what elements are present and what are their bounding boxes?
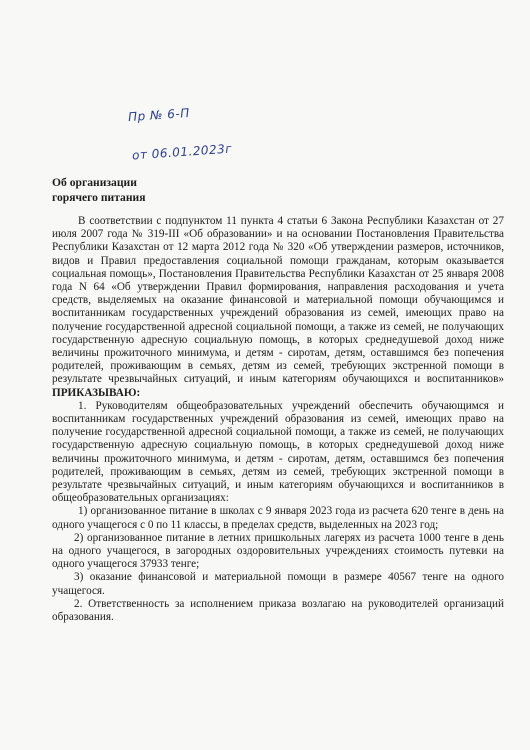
item-1-paragraph: 1. Руководителям общеобразовательных учреждений обеспечить обучающимся и воспитанникам государственных учреждений образования из семей, имеющих право на получение государственной адресной социальной помощи, а также из семей, не получающих государственную адресную социальную помощь, в которых среднедушевой доход ниже величины прожиточного минимума, и детям - сиротам, детям, оставшимся без попечения родителей, проживающим в семьях, детям из семей, требующих экстренной помощи в результате чрезвычайных ситуаций, и иным категориям обучающихся и воспитанников в общеобразовательных организациях: — [52, 399, 504, 505]
document-body — [52, 215, 504, 624]
document-heading — [52, 175, 145, 205]
preamble-paragraph — [52, 215, 504, 400]
order-word: ПРИКАЗЫВАЮ: — [52, 386, 141, 399]
heading-line-1: Об организации — [52, 176, 137, 189]
subitem-2-paragraph: 2) организованное питание в летних пришкольных лагерях из расчета 1000 тенге в день на одного учащегося, в загородных оздоровительных учреждениях стоимость путевки на одного учащегося 37933 тенге; — [52, 531, 504, 571]
subitem-3-paragraph: 3) оказание финансовой и материальной помощи в размере 40567 тенге на одного учащегося. — [52, 571, 504, 597]
subitem-1-paragraph: 1) организованное питание в школах с 9 января 2023 года из расчета 620 тенге в день на одного учащегося с 0 по 11 классы, в пределах средств, выделенных на 2023 год; — [52, 505, 504, 531]
item-2-paragraph: 2. Ответственность за исполнением приказа возлагаю на руководителей организаций образования. — [52, 597, 504, 624]
preamble-text: В соответствии с подпунктом 11 пункта 4 статьи 6 Закона Республики Казахстан от 27 июля 2007 года № 319-III «Об образовании» и на основании Постановления Правительства Республики Казахстан от 12 марта 2012 года № 320 «Об утверждении размеров, источников, видов и Правил предоставления социальной помощи гражданам, которым оказывается социальная помощь», Постановления Правительства Республики Казахстан от 25 января 2008 года N 64 «Об утверждении Правил формирования, направления расходования и учета средств, выделяемых на оказание финансовой и материальной помощи обучающимся и воспитанникам государственных учреждений образования из семей, имеющих право на получение государственной адресной социальной помощи, а также из семей, не получающих государственную адресную социальную помощь, в которых среднедушевой доход ниже величины прожиточного минимума, и детям - сиротам, детям, оставшимся без попечения родителей, проживающим в семьях, детям из семей, требующих экстренной помощи в результате чрезвычайных ситуаций, и иным категориям обучающихся и воспитанников» — [52, 215, 504, 386]
handwritten-order-date: от 06.01.2023г — [131, 141, 233, 163]
handwritten-order-number: Пр № 6-П — [127, 105, 191, 125]
heading-line-2: горячего питания — [52, 191, 146, 204]
